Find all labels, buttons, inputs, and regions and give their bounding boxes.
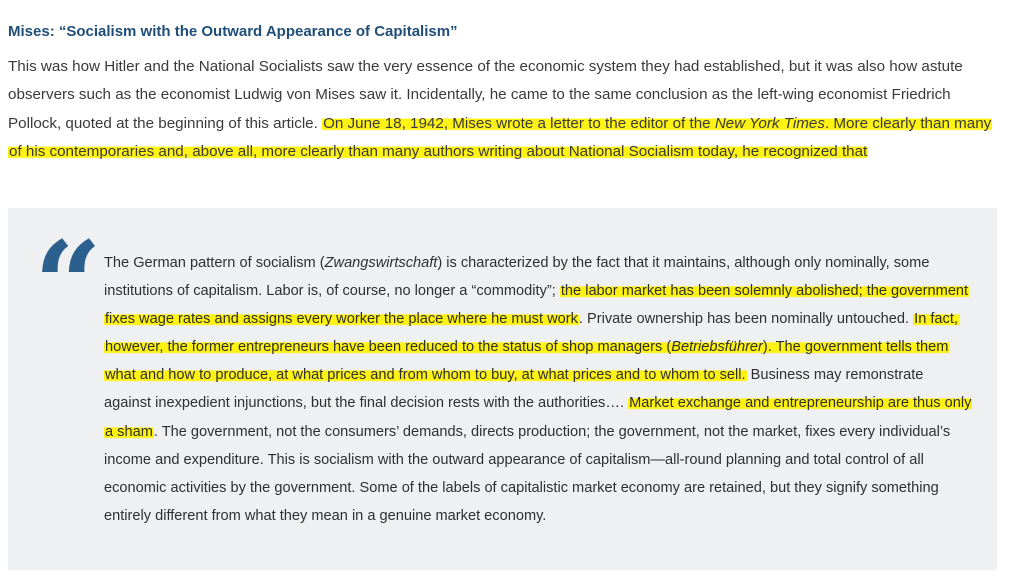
newspaper-title: New York Times bbox=[714, 114, 825, 132]
intro-highlight-text: On June 18, 1942, Mises wrote a letter to the editor of the bbox=[323, 114, 715, 132]
intro-paragraph bbox=[8, 53, 998, 167]
quote-segment: . Private ownership has been nominally untouched. bbox=[578, 311, 914, 328]
quote-segment: . The government, not the consumers’ demands, directs production; the government, not the market, fixes every individual’s income and expenditure. This is socialism with the outward appearance of capitalism—all-round planning and total control of all economic activities by the government. Some of the labels of capitalistic market economy are retained, but they signify something entirely different from what they mean in a genuine market economy. bbox=[104, 423, 951, 524]
quote-highlight-labor-market: the labor market has been solemnly abolished; the government fixes wage rates and assigns every worker the place where he must work bbox=[105, 283, 969, 328]
intro-text: This was how Hitler and the National Socialists saw the very essence of the economic system they had established, but it was also how astute observers such as the economist Ludwig von Mises saw it. Incidentally, he came to the same conclusion as the left-wing economist Friedrich Pollock, quoted at the beginning of this article. bbox=[8, 58, 963, 132]
quote-italic-term: Betriebsführer bbox=[671, 339, 763, 356]
quote-segment: The German pattern of socialism ( bbox=[104, 255, 325, 271]
quote-segment: Business may remonstrate against inexpedient injunctions, but the final decision rests with the authorities…. bbox=[104, 367, 924, 412]
quote-highlight-part: ). The government tells them what and how to produce, at what prices and from whom to buy, at what prices and to whom to sell. bbox=[105, 339, 949, 384]
quotation-mark-icon: “ bbox=[34, 215, 102, 354]
blockquote bbox=[8, 208, 997, 570]
quote-italic-term: Zwangswirtschaft bbox=[324, 255, 438, 271]
section-heading: Mises: “Socialism with the Outward Appearance of Capitalism” bbox=[8, 23, 458, 40]
quote-text bbox=[104, 249, 972, 530]
quote-highlight-market-exchange: Market exchange and entrepreneurship are thus only a sham bbox=[105, 395, 972, 440]
quote-highlight-part: In fact, however, the former entrepreneurs have been reduced to the status of shop managers ( bbox=[105, 311, 958, 356]
quote-segment: ) is characterized by the fact that it maintains, although only nominally, some institutions of capitalism. Labor is, of course, no longer a “commodity”; bbox=[104, 255, 930, 300]
intro-highlight-end: . More clearly than many of his contemporaries and, above all, more clearly than many authors writing about National Socialism today, he recognized that bbox=[9, 114, 992, 161]
